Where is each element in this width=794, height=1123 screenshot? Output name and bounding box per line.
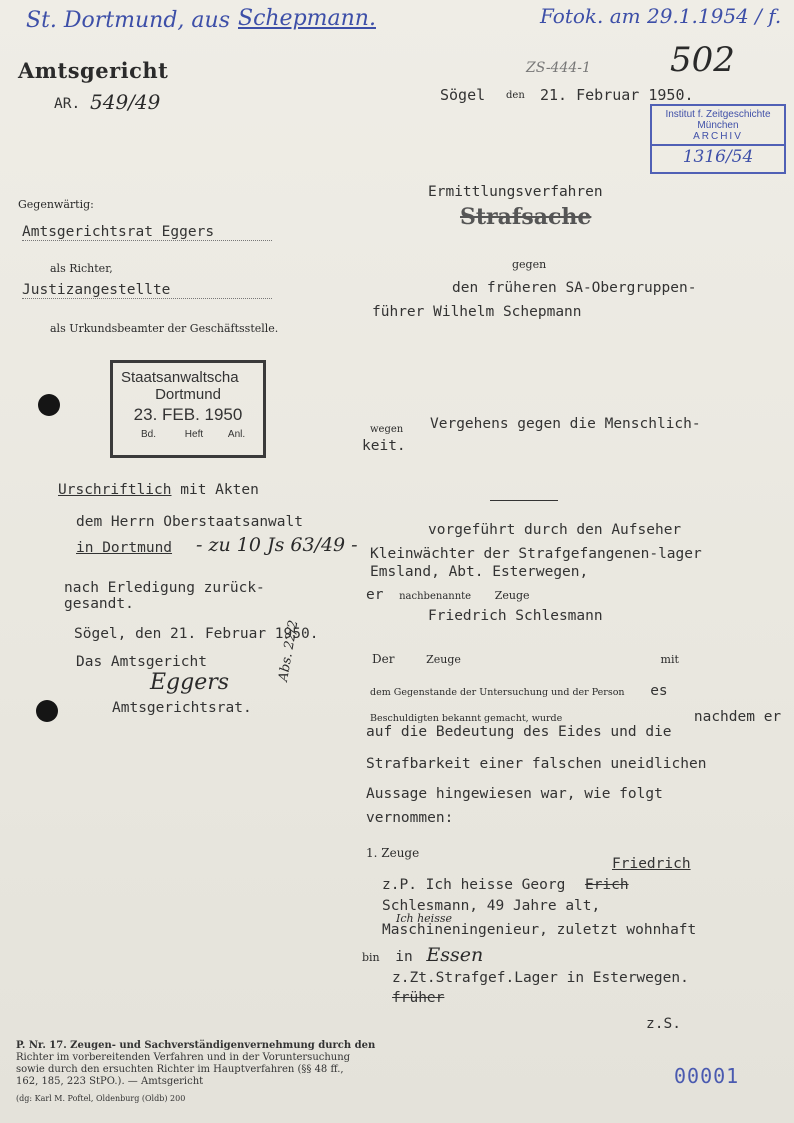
place: Sögel — [440, 86, 486, 104]
archive-stamp-line1: Institut f. Zeitgeschichte — [665, 109, 771, 120]
court-name: Amtsgericht — [18, 58, 169, 83]
zs-mark: z.S. — [646, 1016, 681, 1032]
body-line-6 — [372, 648, 679, 667]
charge-line-2: keit. — [362, 438, 406, 454]
defendant-line-2: führer Wilhelm Schepmann — [372, 304, 582, 320]
gegen-label: gegen — [512, 258, 547, 271]
form-footer-line-2: Richter im vorbereitenden Verfahren und in der Voruntersuchung — [16, 1052, 351, 1063]
punch-hole-bottom — [36, 700, 58, 722]
body-line-7-form: dem Gegenstande der Untersuchung und der Person — [370, 687, 625, 698]
body-line-8-nach: nachdem er — [693, 709, 782, 725]
case-title-struck: Strafsache — [460, 204, 592, 230]
body-line-6-der: Der — [372, 652, 395, 666]
forwarding-mit-akten: mit Akten — [171, 482, 259, 498]
as-judge-label: als Richter, — [50, 262, 113, 275]
annotation-destination: St. Dortmund, aus — [26, 8, 230, 33]
archive-stamp-line3: ARCHIV — [652, 131, 784, 146]
body-line-4-er: er — [366, 587, 384, 603]
testimony-line-5: z.Zt.Strafgef.Lager in Esterwegen. — [392, 970, 689, 986]
body-line-2: Kleinwächter der Strafgefangenen-lager — [370, 546, 702, 562]
body-line-3: Emsland, Abt. Esterwegen, — [370, 564, 589, 580]
forwarding-line-5: gesandt. — [64, 596, 134, 612]
form-footer-line-3: sowie durch den ersuchten Richter im Hauptverfahren (§§ 48 ff., — [16, 1064, 344, 1075]
case-title: Ermittlungsverfahren — [428, 184, 603, 200]
as-clerk-label: als Urkundsbeamter der Geschäftsstelle. — [50, 322, 279, 335]
body-line-7-es: es — [650, 683, 668, 699]
date-den: den — [506, 90, 525, 101]
testimony-number: 1. Zeuge — [366, 846, 420, 860]
forwarding-line-6: Sögel, den 21. Februar 1950. — [74, 626, 319, 642]
witness-name: Friedrich Schlesmann — [428, 608, 603, 624]
forwarding-line-7: Das Amtsgericht — [76, 654, 207, 670]
body-line-8-form: Beschuldigten bekannt gemacht, wurde — [370, 713, 563, 724]
prosecutor-stamp-line2: Dortmund — [155, 386, 221, 403]
form-footer-printer: (dg: Karl M. Poftel, Oldenburg (Oldb) 200 — [16, 1094, 186, 1103]
archive-stamp — [650, 104, 786, 174]
annotation-name: Schepmann. — [238, 6, 376, 31]
body-line-11: Aussage hingewiesen war, wie folgt — [366, 786, 663, 802]
testimony-line-6-struck: früher — [392, 990, 445, 1006]
body-line-6-zeuge: Zeuge — [426, 653, 461, 666]
body-line-9: auf die Bedeutung des Eides und die — [366, 724, 672, 740]
body-line-4-zeuge: Zeuge — [494, 589, 530, 602]
prosecutor-stamp-heft: Heft — [184, 429, 204, 440]
wegen-label: wegen — [370, 424, 404, 435]
body-line-4-form: nachbenannte — [399, 591, 472, 602]
testimony-line-4-city: Essen — [426, 944, 484, 966]
archive-stamp-number: 1316/54 — [682, 147, 754, 167]
court-ref-prefix: AR. — [54, 96, 81, 112]
forwarding-urschriftlich: Urschriftlich — [58, 482, 172, 498]
forwarding-line-8: Amtsgerichtsrat. — [112, 700, 252, 716]
present-label: Gegenwärtig: — [18, 198, 94, 211]
body-line-12: vernommen: — [366, 810, 454, 826]
forwarding-file-ref: - zu 10 Js 63/49 - — [196, 534, 358, 556]
prosecutor-stamp-anl: Anl. — [227, 429, 246, 440]
testimony-line-4-in: in — [395, 949, 413, 965]
prosecutor-stamp-line1: Staatsanwaltscha — [121, 369, 239, 386]
charge-line-1: Vergehens gegen die Menschlich- — [430, 416, 701, 432]
body-line-8 — [370, 706, 781, 725]
forwarding-line-1 — [58, 482, 259, 498]
testimony-line-1 — [382, 874, 629, 893]
page-number: 00001 — [674, 1064, 740, 1088]
testimony-line-4 — [362, 944, 483, 966]
forwarding-line-2: dem Herrn Oberstaatsanwalt — [76, 514, 303, 530]
testimony-line-1-text: z.P. Ich heisse Georg — [382, 877, 566, 893]
body-line-4 — [366, 584, 530, 603]
clerk-name: Justizangestellte — [22, 282, 272, 299]
judge-name: Amtsgerichtsrat Eggers — [22, 224, 272, 241]
body-line-7 — [370, 680, 668, 699]
body-line-10: Strafbarkeit einer falschen uneidlichen — [366, 756, 707, 772]
archive-stamp-line2: München — [697, 120, 739, 131]
signature: Eggers — [150, 670, 230, 695]
date: 21. Februar 1950. — [540, 86, 694, 104]
section-divider — [490, 500, 558, 501]
testimony-line-4-bin: bin — [362, 951, 380, 964]
testimony-line-3: Maschineningenieur, zuletzt wohnhaft — [382, 922, 697, 938]
forwarding-line-3: in Dortmund — [76, 540, 173, 556]
testimony-line-1-struck: Erich — [584, 877, 629, 893]
punch-hole-top — [38, 394, 60, 416]
initials: Abs. 22/2 — [276, 619, 302, 683]
body-line-6-mit: mit — [660, 653, 679, 666]
page-mark: 502 — [670, 40, 735, 80]
defendant-line-1: den früheren SA-Obergruppen- — [452, 280, 697, 296]
testimony-line-2: Schlesmann, 49 Jahre alt, — [382, 898, 601, 914]
testimony-inserted-ich-heisse: Ich heisse — [396, 912, 452, 925]
pencil-number: ZS-444-1 — [526, 60, 591, 76]
prosecutor-stamp-date: 23. FEB. 1950 — [133, 405, 243, 424]
prosecutor-receipt-stamp — [110, 360, 266, 458]
annotation-photocopy-date: Fotok. am 29.1.1954 / f. — [540, 4, 782, 28]
form-footer-line-4: 162, 185, 223 StPO.). — Amtsgericht — [16, 1076, 204, 1087]
court-ref-number: 549/49 — [90, 90, 161, 114]
form-footer-line-1: P. Nr. 17. Zeugen- und Sachverständigenvernehmung durch den — [16, 1040, 376, 1051]
prosecutor-stamp-bd: Bd. — [141, 429, 157, 440]
testimony-firstname-correction: Friedrich — [612, 856, 691, 872]
forwarding-line-4: nach Erledigung zurück- — [64, 580, 265, 596]
body-line-1: vorgeführt durch den Aufseher — [428, 522, 682, 538]
